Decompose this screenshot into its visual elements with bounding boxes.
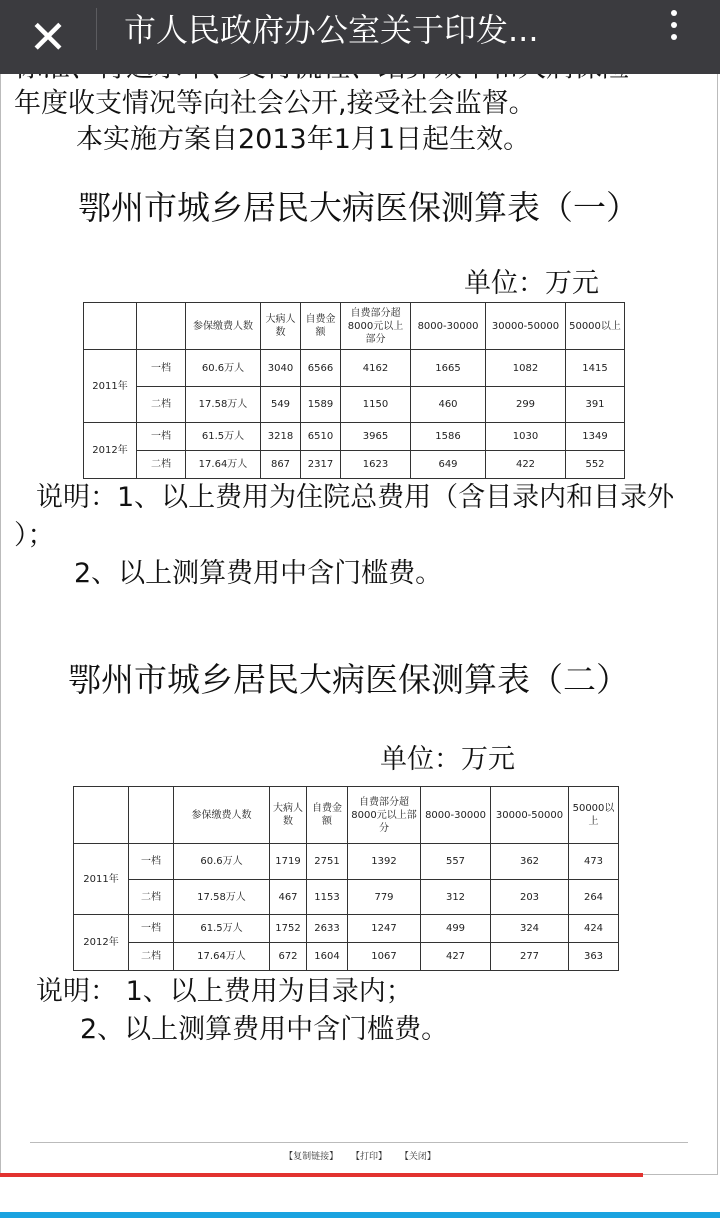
table-cell: 779 [348, 880, 421, 915]
more-vertical-icon[interactable] [664, 6, 684, 50]
page-title: 市人民政府办公室关于印发... [124, 11, 539, 49]
table-cell [129, 787, 174, 844]
tier-cell: 一档 [129, 844, 174, 880]
table-cell: 1067 [348, 943, 421, 971]
table-cell: 2751 [307, 844, 348, 880]
table-cell: 312 [421, 880, 491, 915]
year-cell: 2012年 [74, 915, 129, 971]
table-cell: 1247 [348, 915, 421, 943]
table-row [84, 423, 625, 451]
table-header-cell: 自费部分超8000元以上部分 [341, 303, 411, 350]
tier-cell: 二档 [137, 387, 186, 423]
table-row [84, 387, 625, 423]
table-cell: 3965 [341, 423, 411, 451]
table-cell: 672 [270, 943, 307, 971]
table-cell: 1030 [486, 423, 566, 451]
table-cell: 3040 [261, 350, 301, 387]
table-cell: 3218 [261, 423, 301, 451]
table-cell: 17.58万人 [174, 880, 270, 915]
table-cell: 1392 [348, 844, 421, 880]
table-cell: 1349 [566, 423, 625, 451]
header-divider [96, 8, 97, 50]
table2-note: 2、以上测算费用中含门槛费。 [80, 1014, 449, 1045]
table-cell: 1150 [341, 387, 411, 423]
table-row [84, 451, 625, 479]
table2-heading: 鄂州市城乡居民大病医保测算表（二） [68, 660, 629, 699]
table1 [83, 302, 625, 479]
footer-divider [30, 1142, 688, 1143]
table-header-cell: 50000以上 [566, 303, 625, 350]
paragraph-line: 年度收支情况等向社会公开,接受社会监督。 [14, 88, 536, 119]
table-cell: 1604 [307, 943, 348, 971]
table-cell: 549 [261, 387, 301, 423]
table-cell: 422 [486, 451, 566, 479]
table-cell: 277 [491, 943, 569, 971]
table-cell [74, 787, 129, 844]
tier-cell: 一档 [137, 350, 186, 387]
table1-note: 说明：1、以上费用为住院总费用（含目录内和目录外 [36, 482, 675, 513]
table-header-cell: 参保缴费人数 [186, 303, 261, 350]
table-cell: 552 [566, 451, 625, 479]
table-row [74, 880, 619, 915]
table-cell: 1586 [411, 423, 486, 451]
table-cell: 557 [421, 844, 491, 880]
top-bar [0, 0, 720, 74]
table-header-cell: 自费金额 [301, 303, 341, 350]
table-cell: 460 [411, 387, 486, 423]
table1-note: 2、以上测算费用中含门槛费。 [74, 558, 443, 589]
copy-link-button[interactable]: 【复制链接】 [284, 1152, 339, 1162]
table-header-cell: 大病人数 [261, 303, 301, 350]
footer-links [0, 1149, 720, 1162]
table-cell: 4162 [341, 350, 411, 387]
table-cell: 6566 [301, 350, 341, 387]
bottom-gap [0, 1177, 720, 1213]
table-row [74, 943, 619, 971]
table-cell: 324 [491, 915, 569, 943]
table-cell: 1623 [341, 451, 411, 479]
table-cell: 17.64万人 [186, 451, 261, 479]
tier-cell: 二档 [137, 451, 186, 479]
table-header-cell: 50000以上 [569, 787, 619, 844]
table-cell: 17.64万人 [174, 943, 270, 971]
tier-cell: 一档 [129, 915, 174, 943]
table-header-cell: 自费部分超8000元以上部分 [348, 787, 421, 844]
table-cell: 1082 [486, 350, 566, 387]
paragraph-line: 本实施方案自2013年1月1日起生效。 [76, 124, 531, 155]
table-row [84, 350, 625, 387]
table-header-cell: 8000-30000 [421, 787, 491, 844]
table-header-row [74, 787, 619, 844]
year-cell: 2011年 [84, 350, 137, 423]
table-cell: 61.5万人 [174, 915, 270, 943]
table-cell: 264 [569, 880, 619, 915]
table-cell: 1665 [411, 350, 486, 387]
table-row [74, 915, 619, 943]
table-cell: 473 [569, 844, 619, 880]
table-header-cell: 自费金额 [307, 787, 348, 844]
tier-cell: 二档 [129, 943, 174, 971]
table-cell: 60.6万人 [186, 350, 261, 387]
table-header-cell: 8000-30000 [411, 303, 486, 350]
table2-note: 说明： 1、以上费用为目录内； [36, 976, 413, 1007]
table-cell: 1153 [307, 880, 348, 915]
table1-note: ）； [14, 520, 55, 551]
table-row [74, 844, 619, 880]
table-cell [137, 303, 186, 350]
blue-accent-bar [0, 1212, 720, 1218]
table1-heading: 鄂州市城乡居民大病医保测算表（一） [78, 188, 639, 227]
table-cell: 467 [270, 880, 307, 915]
table-cell: 6510 [301, 423, 341, 451]
table-cell: 61.5万人 [186, 423, 261, 451]
table-cell: 499 [421, 915, 491, 943]
table-cell: 299 [486, 387, 566, 423]
table-cell: 362 [491, 844, 569, 880]
table-cell: 1415 [566, 350, 625, 387]
table-cell: 2633 [307, 915, 348, 943]
table2 [73, 786, 619, 971]
print-button[interactable]: 【打印】 [350, 1152, 387, 1162]
table1-unit: 单位：万元 [464, 268, 599, 299]
table-cell: 60.6万人 [174, 844, 270, 880]
table-cell: 424 [569, 915, 619, 943]
tier-cell: 一档 [137, 423, 186, 451]
table-cell: 867 [261, 451, 301, 479]
table-cell: 1589 [301, 387, 341, 423]
table-cell: 427 [421, 943, 491, 971]
year-cell: 2011年 [74, 844, 129, 915]
close-page-button[interactable]: 【关闭】 [399, 1152, 436, 1162]
table-cell: 363 [569, 943, 619, 971]
table-header-row [84, 303, 625, 350]
table-cell: 2317 [301, 451, 341, 479]
table-header-cell: 30000-50000 [486, 303, 566, 350]
table-cell: 1719 [270, 844, 307, 880]
table-header-cell: 30000-50000 [491, 787, 569, 844]
table-cell: 649 [411, 451, 486, 479]
year-cell: 2012年 [84, 423, 137, 479]
document-frame [0, 74, 718, 1175]
table-header-cell: 参保缴费人数 [174, 787, 270, 844]
close-icon[interactable]: ✕ [28, 10, 68, 64]
table-cell: 17.58万人 [186, 387, 261, 423]
table-cell: 391 [566, 387, 625, 423]
table-cell: 203 [491, 880, 569, 915]
tier-cell: 二档 [129, 880, 174, 915]
table2-unit: 单位：万元 [380, 744, 515, 775]
table-header-cell: 大病人数 [270, 787, 307, 844]
table-cell: 1752 [270, 915, 307, 943]
table-cell [84, 303, 137, 350]
